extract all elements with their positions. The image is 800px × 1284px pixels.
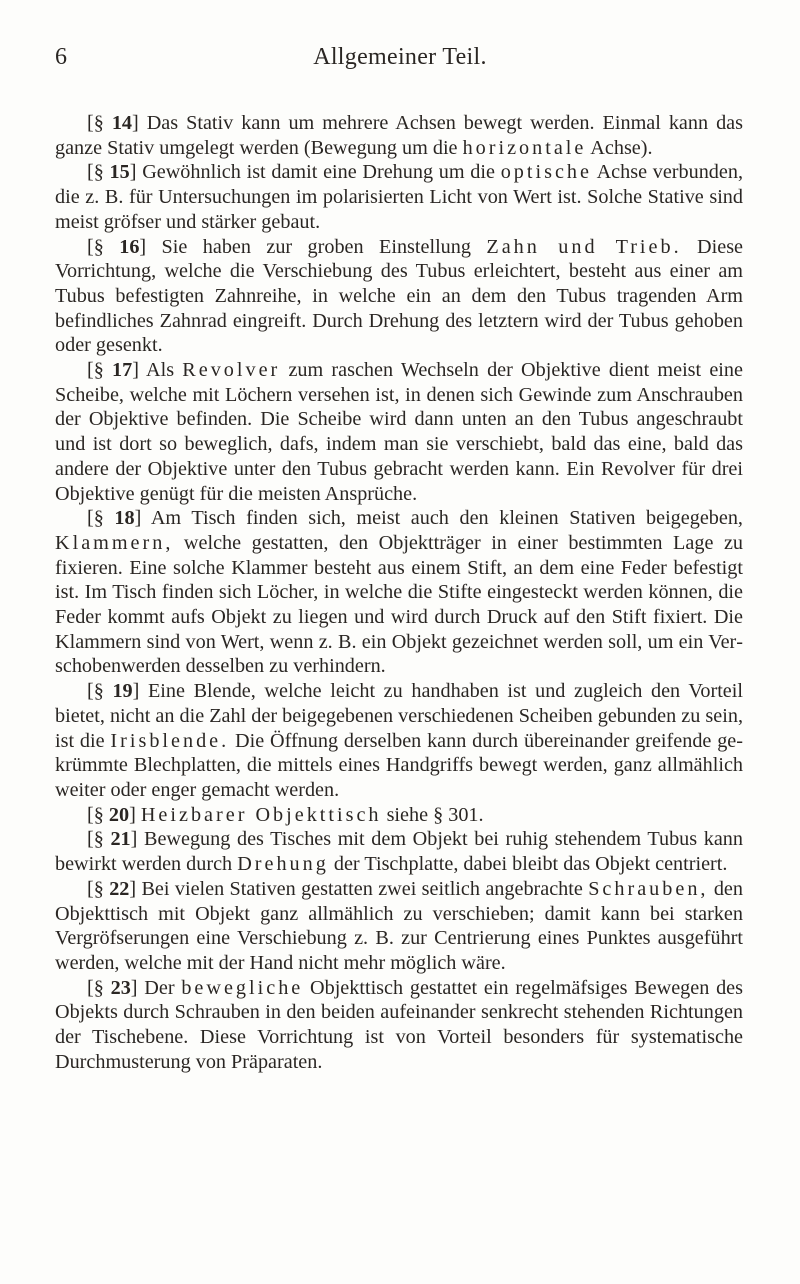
- paragraph-text: Achse).: [586, 136, 653, 159]
- section-bracket-close: ]: [139, 235, 147, 258]
- section-marker: [87, 112, 139, 134]
- paragraph-20: [55, 803, 743, 828]
- spaced-term: Drehung: [237, 853, 329, 876]
- page-number: 6: [55, 44, 68, 70]
- section-marker: [87, 236, 146, 258]
- paragraph-text: Gewöhnlich ist damit eine Drehung um die: [136, 161, 501, 184]
- spaced-term: optische: [500, 161, 592, 184]
- spaced-term: horizontale: [462, 136, 587, 159]
- paragraph-21: [55, 827, 743, 876]
- section-marker: [87, 804, 136, 826]
- section-number: 19: [112, 680, 133, 703]
- paragraph-text: Der: [137, 976, 182, 999]
- paragraph-17: [55, 358, 743, 506]
- section-bracket-close: ]: [134, 507, 142, 530]
- spaced-term: Revolver: [182, 359, 281, 382]
- spaced-term: bewegliche: [181, 976, 304, 999]
- running-head: Allgemeiner Teil.: [313, 44, 487, 70]
- section-number: 15: [109, 161, 130, 184]
- section-number: 21: [110, 828, 131, 851]
- spaced-term: Irisblende.: [110, 729, 230, 752]
- paragraph-text: der Tischplatte, dabei bleibt das Objekt centriert.: [328, 853, 728, 876]
- paragraph-text: Sie haben zur groben Einstellung: [146, 235, 487, 258]
- section-bracket-close: ]: [132, 359, 139, 382]
- section-bracket-close: ]: [129, 803, 136, 826]
- section-bracket-open: [§: [87, 803, 109, 826]
- section-bracket-close: ]: [130, 976, 138, 999]
- spaced-term: Schrauben,: [588, 877, 709, 900]
- section-marker: [87, 359, 139, 381]
- section-marker: [87, 977, 138, 999]
- section-bracket-close: ]: [132, 112, 139, 134]
- paragraph-text: Eine Blende, welche leicht zu handhaben ist und zugleich den Vorteil bietet, nicht an die Zahl der beigegebenen verschiedenen Scheiben gebunden zu sein, ist die: [55, 680, 743, 752]
- paragraph-text: Am Tisch finden sich, meist auch den kleinen Stativen beigegeben,: [141, 507, 743, 530]
- paragraph-text: welche gestatten, den Objektträger in einer bestimmten Lage zu fixieren. Eine solche Klammer besteht aus einem Stift, an dem eine Feder befestigt ist. Im Tisch finden sich Löcher, in welche die Stifte eingesteckt werden können, die Feder kommt aufs Objekt zu liegen und wird durch Druck auf den Stift fixiert. Die Klammern sind von Wert, wenn z. B. ein Objekt gezeichnet werden soll, um ein Verschobenwerden desselben zu verhindern.: [55, 531, 743, 678]
- spaced-term: Zahn und Trieb.: [486, 235, 682, 258]
- paragraph-14: [55, 111, 743, 160]
- section-bracket-open: [§: [87, 507, 115, 530]
- spaced-term: Klammern,: [55, 531, 174, 554]
- paragraph-text: Als: [138, 359, 183, 382]
- section-number: 14: [111, 112, 132, 134]
- paragraph-23: [55, 976, 743, 1075]
- section-bracket-close: ]: [129, 877, 137, 900]
- paragraph-15: [55, 160, 743, 234]
- paragraph-text: den Objekttisch mit Objekt ganz allmählich zu verschieben; damit kann bei starken Vergröfserungen eine Verschiebung z. B. zur Centrierung eines Punktes ausgeführt werden, welche mit der Hand nicht mehr möglich wäre.: [55, 877, 743, 974]
- section-bracket-open: [§: [87, 359, 113, 382]
- section-marker: [87, 680, 139, 702]
- paragraph-18: [55, 506, 743, 679]
- section-bracket-open: [§: [87, 877, 110, 900]
- section-marker: [87, 161, 136, 183]
- paragraph-text: Die Öffnung derselben kann durch übereinander greifende gekrümmte Blechplatten, die mittels eines Handgriffs bewegt werden, ganz allmählich weiter oder enger gemacht werden.: [55, 729, 743, 801]
- section-number: 23: [110, 976, 131, 999]
- paragraph-19: [55, 679, 743, 803]
- section-number: 16: [119, 235, 140, 258]
- section-marker: [87, 878, 136, 900]
- section-marker: [87, 507, 141, 529]
- paragraph-text: siehe § 301.: [381, 803, 484, 826]
- paragraph-text: Bei vielen Stativen gestatten zwei seitlich angebrachte: [136, 877, 589, 900]
- section-number: 20: [108, 803, 130, 826]
- section-bracket-open: [§: [87, 161, 110, 184]
- section-bracket-close: ]: [130, 828, 138, 851]
- paragraph-16: [55, 235, 743, 359]
- paragraph-text: zum raschen Wechseln der Objektive dient meist eine Scheibe, welche mit Löchern versehen ist, in denen sich Gewinde zum Anschrauben der Objektive befinden. Die Scheibe wird dann unten an den Tubus angeschraubt und ist dort so beweglich, dafs, indem man sie verschiebt, bald das eine, bald das andere der Objektive unter den Tubus gebracht werden kann. Ein Revolver für drei Objektive genügt für die meisten Ansprüche.: [55, 359, 743, 505]
- section-bracket-open: [§: [87, 112, 112, 134]
- section-bracket-close: ]: [129, 161, 137, 184]
- section-bracket-open: [§: [87, 235, 120, 258]
- section-bracket-open: [§: [87, 828, 111, 851]
- section-bracket-open: [§: [87, 680, 113, 703]
- section-number: 17: [112, 359, 133, 382]
- section-bracket-open: [§: [87, 976, 111, 999]
- spaced-term: Heizbarer Objekttisch: [140, 803, 382, 826]
- section-bracket-close: ]: [132, 680, 140, 703]
- paragraph-text: Diese Vorrichtung, welche die Verschiebung des Tubus erleichtert, besteht aus einer am Tubus befestigten Zahnreihe, in welche ein an dem den Tubus tragenden Arm befindliches Zahnrad eingreift. Durch Drehung des letztern wird der Tubus gehoben oder gesenkt.: [55, 235, 744, 357]
- paragraph-text: Achse verbunden, die z. B. für Untersuchungen im polarisierten Licht von Wert ist. Solche Stative sind meist gröfser und stärker gebaut.: [55, 161, 743, 233]
- section-marker: [87, 828, 137, 850]
- body-text: [55, 111, 743, 1074]
- page-header: [55, 44, 745, 84]
- paragraph-text: Das Stativ kann um mehrere Achsen bewegt werden. Einmal kann das ganze Stativ umgelegt werden (Bewegung um die: [55, 112, 743, 159]
- section-number: 18: [114, 507, 135, 530]
- section-number: 22: [109, 877, 130, 900]
- paragraph-22: [55, 877, 743, 976]
- paragraph-text: Objekttisch gestattet ein regelmäfsiges Bewegen des Objekts durch Schrauben in den beiden aufeinander senkrecht stehenden Richtungen der Tischebene. Diese Vorrichtung ist von Vorteil besonders für systematische Durchmusterung von Präparaten.: [55, 976, 743, 1073]
- paragraph-text: Bewegung des Tisches mit dem Objekt bei ruhig stehendem Tubus kann bewirkt werden durch: [55, 828, 743, 876]
